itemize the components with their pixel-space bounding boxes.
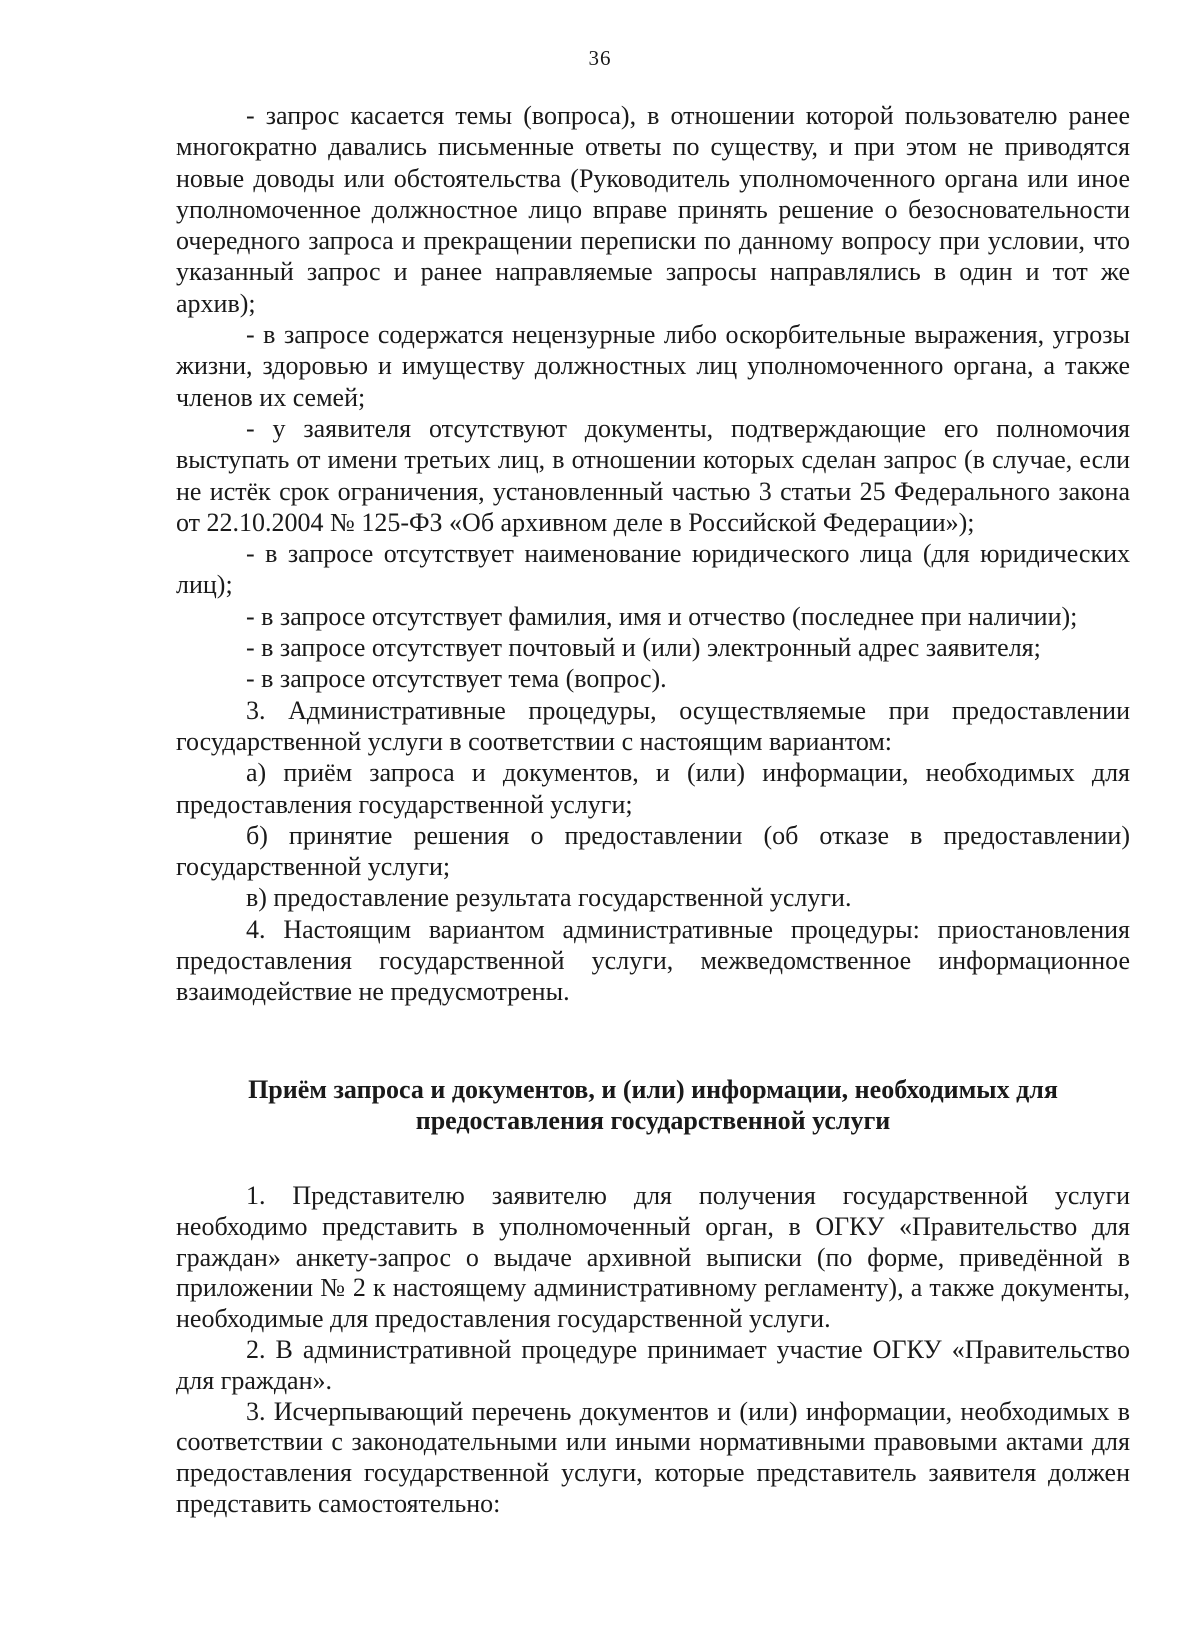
paragraph: 2. В административной процедуре принимает участие ОГКУ «Правительство для граждан».	[176, 1334, 1130, 1395]
paragraph: - в запросе отсутствует наименование юридического лица (для юридических лиц);	[176, 539, 1130, 600]
paragraph: 4. Настоящим вариантом административные процедуры: приостановления предоставления государственной услуги, межведомственное информационное взаимодействие не предусмотрены.	[176, 914, 1130, 1007]
body-text-bottom	[176, 1181, 1130, 1520]
paragraph: - запрос касается темы (вопроса), в отношении которой пользователю ранее многократно давались письменные ответы по существу, и при этом не приводятся новые доводы или обстоятельства (Руководитель уполномоченного органа или иное уполномоченное должностное лицо вправе принять решение о безосновательности очередного запроса и прекращении переписки по данному вопросу при условии, что указанный запрос и ранее направляемые запросы направлялись в один и тот же архив);	[176, 101, 1130, 318]
paragraph: 3. Административные процедуры, осуществляемые при предоставлении государственной услуги в соответствии с настоящим вариантом:	[176, 695, 1130, 756]
body-text-top	[176, 100, 1130, 1008]
section-heading-line: Приём запроса и документов, и (или) информации, необходимых для	[248, 1075, 1058, 1104]
paragraph: 1. Представителю заявителю для получения государственной услуги необходимо представить в уполномоченный орган, в ОГКУ «Правительство для граждан» анкету-запрос о выдаче архивной выписки (по форме, приведённой в приложении № 2 к настоящему административному регламенту), а также документы, необходимые для предоставления государственной услуги.	[176, 1181, 1130, 1334]
paragraph: 3. Исчерпывающий перечень документов и (или) информации, необходимых в соответствии с законодательными или иными нормативными правовыми актами для предоставления государственной услуги, которые представитель заявителя должен представить самостоятельно:	[176, 1396, 1130, 1518]
paragraph: в) предоставление результата государственной услуги.	[246, 883, 852, 913]
paragraph: - в запросе отсутствует тема (вопрос).	[246, 664, 667, 694]
paragraph: - в запросе отсутствует почтовый и (или) электронный адрес заявителя;	[246, 633, 1041, 663]
paragraph: - в запросе содержатся нецензурные либо оскорбительные выражения, угрозы жизни, здоровью и имуществу должностных лиц уполномоченного органа, а также членов их семей;	[176, 320, 1130, 412]
paragraph: - у заявителя отсутствуют документы, подтверждающие его полномочия выступать от имени третьих лиц, в отношении которых сделан запрос (в случае, если не истёк срок ограничения, установленный частью 3 статьи 25 Федерального закона от 22.10.2004 № 125-ФЗ «Об архивном деле в Российской Федерации»);	[176, 413, 1130, 537]
page-number: 36	[588, 46, 612, 70]
paragraph: б) принятие решения о предоставлении (об отказе в предоставлении) государственной услуги;	[176, 820, 1130, 882]
paragraph: а) приём запроса и документов, и (или) информации, необходимых для предоставления государственной услуги;	[176, 758, 1130, 819]
section-heading	[176, 1074, 1130, 1136]
section-heading-line: предоставления государственной услуги	[415, 1106, 891, 1135]
paragraph: - в запросе отсутствует фамилия, имя и отчество (последнее при наличии);	[246, 601, 1078, 631]
